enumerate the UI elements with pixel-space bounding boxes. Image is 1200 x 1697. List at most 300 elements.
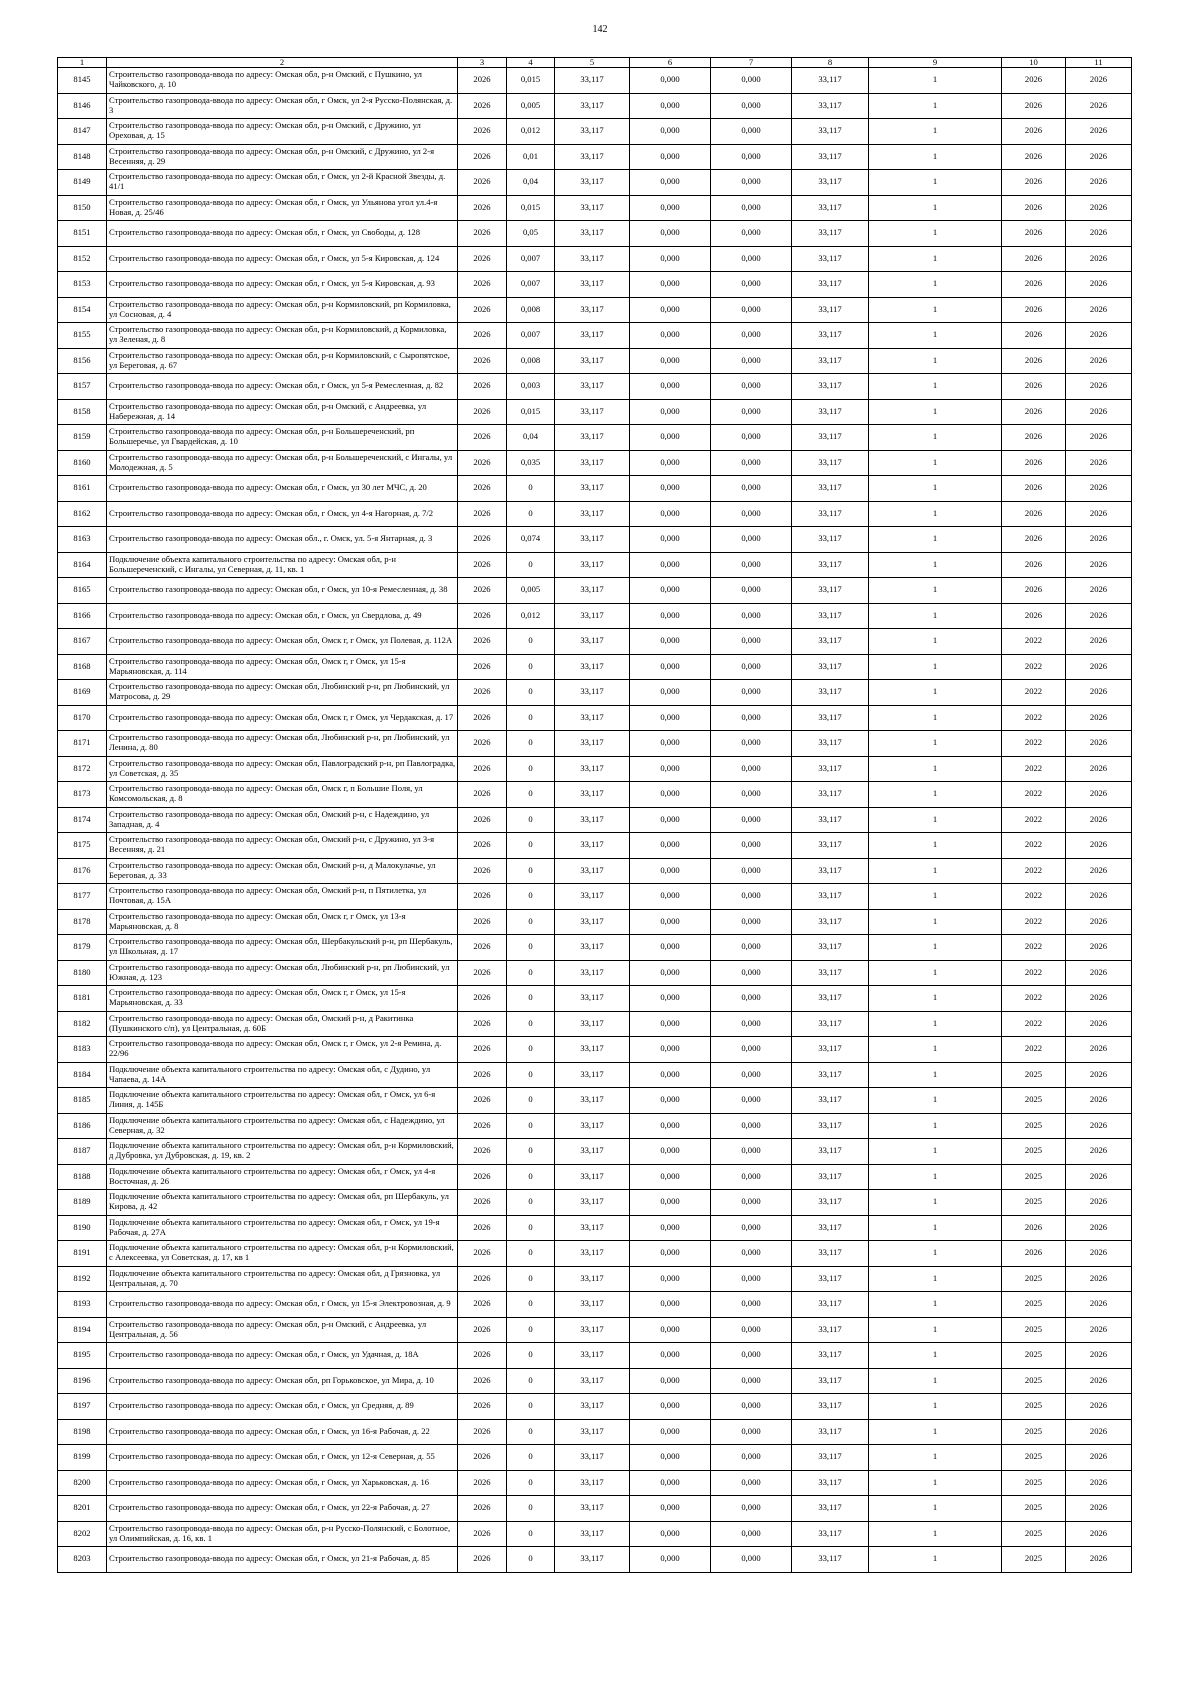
table-cell: 0 xyxy=(507,986,555,1012)
table-cell: 2026 xyxy=(1066,935,1132,961)
table-cell: 1 xyxy=(869,1190,1002,1216)
table-cell: 2026 xyxy=(1066,348,1132,374)
table-cell: 0,000 xyxy=(711,68,792,94)
table-cell: 33,117 xyxy=(792,1266,869,1292)
table-cell: 33,117 xyxy=(555,1547,630,1573)
table-cell: 0 xyxy=(507,680,555,706)
table-cell: 33,117 xyxy=(555,170,630,196)
table-cell: 2026 xyxy=(1066,1215,1132,1241)
table-cell: 1 xyxy=(869,221,1002,247)
table-cell-description: Строительство газопровода-ввода по адресу: Омская обл, Омский р-н, с Дружино, ул 3-я Весенняя, д. 21 xyxy=(107,833,458,859)
table-cell: 0,000 xyxy=(711,909,792,935)
table-cell: 8167 xyxy=(58,629,107,655)
table-cell: 33,117 xyxy=(792,960,869,986)
table-cell: 0,000 xyxy=(630,960,711,986)
table-cell: 0 xyxy=(507,1062,555,1088)
table-cell-description: Строительство газопровода-ввода по адресу: Омская обл, Омский р-н, п Пятилетка, ул Почтовая, д. 15А xyxy=(107,884,458,910)
table-row xyxy=(58,144,1132,170)
table-cell: 1 xyxy=(869,476,1002,502)
table-cell: 0,000 xyxy=(711,170,792,196)
table-cell: 0,000 xyxy=(630,986,711,1012)
table-cell: 2026 xyxy=(458,476,507,502)
table-cell: 0,007 xyxy=(507,323,555,349)
table-cell: 0,000 xyxy=(630,1547,711,1573)
table-cell: 0,000 xyxy=(630,1445,711,1471)
table-cell: 2026 xyxy=(1002,119,1066,145)
table-cell: 2026 xyxy=(458,807,507,833)
table-cell: 2026 xyxy=(1066,1241,1132,1267)
table-cell: 2026 xyxy=(1002,1241,1066,1267)
table-cell: 0,000 xyxy=(711,323,792,349)
table-cell: 8188 xyxy=(58,1164,107,1190)
table-cell: 0,000 xyxy=(630,833,711,859)
table-cell: 33,117 xyxy=(792,348,869,374)
table-cell: 2026 xyxy=(458,374,507,400)
table-cell: 0,000 xyxy=(630,272,711,298)
table-cell: 2026 xyxy=(458,680,507,706)
table-cell: 2026 xyxy=(1002,93,1066,119)
table-cell: 0,015 xyxy=(507,399,555,425)
table-cell: 0,000 xyxy=(711,93,792,119)
table-cell: 0,04 xyxy=(507,425,555,451)
table-cell: 2026 xyxy=(458,1113,507,1139)
table-cell: 2026 xyxy=(458,1496,507,1522)
table-cell: 2026 xyxy=(1066,1368,1132,1394)
table-cell: 1 xyxy=(869,884,1002,910)
table-cell: 33,117 xyxy=(792,246,869,272)
table-cell: 1 xyxy=(869,1445,1002,1471)
table-cell: 2026 xyxy=(1002,246,1066,272)
table-cell: 2025 xyxy=(1002,1343,1066,1369)
table-cell: 33,117 xyxy=(555,221,630,247)
table-cell: 33,117 xyxy=(792,1521,869,1547)
table-cell: 2025 xyxy=(1002,1292,1066,1318)
table-cell: 33,117 xyxy=(555,858,630,884)
table-cell: 0 xyxy=(507,1521,555,1547)
table-cell: 0 xyxy=(507,1419,555,1445)
table-cell: 8158 xyxy=(58,399,107,425)
table-row xyxy=(58,960,1132,986)
table-cell: 33,117 xyxy=(555,1011,630,1037)
table-cell: 1 xyxy=(869,348,1002,374)
table-row xyxy=(58,782,1132,808)
table-cell: 0,000 xyxy=(711,833,792,859)
table-cell: 1 xyxy=(869,986,1002,1012)
table-cell: 2025 xyxy=(1002,1062,1066,1088)
table-cell: 2026 xyxy=(458,756,507,782)
table-cell: 0,000 xyxy=(711,1547,792,1573)
table-row xyxy=(58,323,1132,349)
table-cell: 2026 xyxy=(1002,552,1066,578)
table-cell: 0,000 xyxy=(711,1470,792,1496)
table-cell: 2026 xyxy=(1002,195,1066,221)
table-cell: 0,000 xyxy=(630,1164,711,1190)
table-cell: 0 xyxy=(507,1190,555,1216)
table-cell: 33,117 xyxy=(555,374,630,400)
table-cell-description: Строительство газопровода-ввода по адресу: Омская обл, Омск г, п Большие Поля, ул Комсомольская, д. 8 xyxy=(107,782,458,808)
table-cell: 2026 xyxy=(458,1241,507,1267)
table-cell: 0,000 xyxy=(630,1266,711,1292)
table-cell: 33,117 xyxy=(555,1292,630,1318)
table-cell: 2026 xyxy=(458,119,507,145)
table-cell: 2022 xyxy=(1002,654,1066,680)
table-cell: 2026 xyxy=(1066,68,1132,94)
table-cell: 0,000 xyxy=(711,680,792,706)
table-cell: 0,000 xyxy=(711,578,792,604)
table-cell-description: Подключение объекта капитального строительства по адресу: Омская обл, д Грязновка, ул Центральная, д. 70 xyxy=(107,1266,458,1292)
table-cell: 0,000 xyxy=(630,246,711,272)
table-cell: 33,117 xyxy=(792,1011,869,1037)
table-cell: 33,117 xyxy=(792,195,869,221)
table-cell: 0,000 xyxy=(630,1419,711,1445)
table-row xyxy=(58,1292,1132,1318)
table-cell: 2026 xyxy=(458,1037,507,1063)
table-cell: 1 xyxy=(869,756,1002,782)
table-cell: 33,117 xyxy=(555,986,630,1012)
table-cell: 33,117 xyxy=(792,1292,869,1318)
table-cell: 0 xyxy=(507,1547,555,1573)
table-row xyxy=(58,986,1132,1012)
table-cell: 0,000 xyxy=(711,731,792,757)
table-cell: 2026 xyxy=(1066,323,1132,349)
table-cell: 0 xyxy=(507,1241,555,1267)
table-cell: 33,117 xyxy=(555,1215,630,1241)
table-cell: 2022 xyxy=(1002,833,1066,859)
table-row xyxy=(58,527,1132,553)
table-cell: 2026 xyxy=(1002,170,1066,196)
table-cell: 0,000 xyxy=(711,552,792,578)
table-cell: 0 xyxy=(507,705,555,731)
table-row xyxy=(58,374,1132,400)
table-cell: 33,117 xyxy=(555,1139,630,1165)
table-cell: 0,000 xyxy=(711,1368,792,1394)
table-cell: 0 xyxy=(507,884,555,910)
table-cell: 0,000 xyxy=(711,858,792,884)
table-cell: 2026 xyxy=(1002,450,1066,476)
table-cell: 0,000 xyxy=(630,1139,711,1165)
table-cell: 2022 xyxy=(1002,960,1066,986)
table-cell: 2026 xyxy=(1066,833,1132,859)
table-row xyxy=(58,1139,1132,1165)
table-cell: 2026 xyxy=(1066,501,1132,527)
table-cell: 2026 xyxy=(458,1368,507,1394)
table-cell: 0,000 xyxy=(630,680,711,706)
table-cell: 0,000 xyxy=(630,1215,711,1241)
table-cell: 8145 xyxy=(58,68,107,94)
table-cell-description: Подключение объекта капитального строительства по адресу: Омская обл, р-н Большереченский, с Ингалы, ул Северная, д. 11, кв. 1 xyxy=(107,552,458,578)
table-cell: 0,000 xyxy=(630,527,711,553)
table-cell: 8180 xyxy=(58,960,107,986)
table-cell: 2022 xyxy=(1002,680,1066,706)
table-cell: 33,117 xyxy=(555,960,630,986)
table-cell: 8194 xyxy=(58,1317,107,1343)
table-cell: 1 xyxy=(869,1292,1002,1318)
table-row xyxy=(58,1062,1132,1088)
table-cell: 33,117 xyxy=(792,119,869,145)
table-row xyxy=(58,1394,1132,1420)
table-cell: 33,117 xyxy=(792,501,869,527)
table-cell: 0,000 xyxy=(711,450,792,476)
table-cell: 33,117 xyxy=(555,552,630,578)
table-cell: 0,000 xyxy=(711,1419,792,1445)
table-cell: 0,000 xyxy=(630,450,711,476)
table-cell-description: Строительство газопровода-ввода по адресу: Омская обл, г Омск, ул Свободы, д. 128 xyxy=(107,221,458,247)
table-cell: 2026 xyxy=(1002,603,1066,629)
table-row xyxy=(58,221,1132,247)
table-cell: 2026 xyxy=(1066,1088,1132,1114)
table-cell: 33,117 xyxy=(792,629,869,655)
table-cell-description: Строительство газопровода-ввода по адресу: Омская обл, Павлоградский р-н, рп Павлоградка, ул Советская, д. 35 xyxy=(107,756,458,782)
table-cell: 0 xyxy=(507,629,555,655)
table-cell: 0 xyxy=(507,1317,555,1343)
table-cell: 33,117 xyxy=(555,476,630,502)
table-cell: 0 xyxy=(507,1215,555,1241)
table-cell: 2026 xyxy=(1066,425,1132,451)
table-cell: 1 xyxy=(869,782,1002,808)
table-cell: 33,117 xyxy=(555,756,630,782)
table-cell-description: Строительство газопровода-ввода по адресу: Омская обл, р-н Кормиловский, с Сыропятское, ул Береговая, д. 67 xyxy=(107,348,458,374)
table-cell: 33,117 xyxy=(555,501,630,527)
table-cell: 1 xyxy=(869,450,1002,476)
table-cell: 33,117 xyxy=(792,1241,869,1267)
table-cell: 2026 xyxy=(1066,884,1132,910)
table-cell: 1 xyxy=(869,1496,1002,1522)
table-cell-description: Строительство газопровода-ввода по адресу: Омская обл, г Омск, ул 30 лет МЧС, д. 20 xyxy=(107,476,458,502)
table-cell: 8177 xyxy=(58,884,107,910)
table-cell: 2025 xyxy=(1002,1317,1066,1343)
table-cell: 2026 xyxy=(458,629,507,655)
table-cell: 33,117 xyxy=(555,1037,630,1063)
table-cell: 1 xyxy=(869,425,1002,451)
table-cell: 0 xyxy=(507,1368,555,1394)
table-cell: 8202 xyxy=(58,1521,107,1547)
table-cell: 2026 xyxy=(458,731,507,757)
table-row xyxy=(58,833,1132,859)
table-cell: 0 xyxy=(507,1113,555,1139)
table-cell: 1 xyxy=(869,1215,1002,1241)
table-cell: 8189 xyxy=(58,1190,107,1216)
table-cell-description: Строительство газопровода-ввода по адресу: Омская обл., г. Омск, ул. 5-я Янтарная, д. 3 xyxy=(107,527,458,553)
table-cell: 33,117 xyxy=(555,603,630,629)
table-row xyxy=(58,1011,1132,1037)
table-cell: 0,012 xyxy=(507,119,555,145)
table-cell: 8164 xyxy=(58,552,107,578)
table-cell: 2026 xyxy=(458,1190,507,1216)
table-cell: 2026 xyxy=(1066,527,1132,553)
table-cell: 33,117 xyxy=(792,654,869,680)
table-cell: 0,000 xyxy=(630,935,711,961)
table-cell: 2026 xyxy=(1066,144,1132,170)
table-cell: 0,000 xyxy=(711,246,792,272)
table-cell: 2022 xyxy=(1002,705,1066,731)
table-cell-description: Строительство газопровода-ввода по адресу: Омская обл, р-н Омский, с Андреевка, ул Набережная, д. 14 xyxy=(107,399,458,425)
table-cell: 2026 xyxy=(1002,527,1066,553)
table-cell-description: Строительство газопровода-ввода по адресу: Омская обл, Шербакульский р-н, рп Шербакуль, ул Школьная, д. 17 xyxy=(107,935,458,961)
table-cell: 0,000 xyxy=(630,1190,711,1216)
table-cell: 0,000 xyxy=(711,1011,792,1037)
table-cell: 33,117 xyxy=(555,884,630,910)
table-cell: 1 xyxy=(869,1394,1002,1420)
table-cell: 33,117 xyxy=(555,1521,630,1547)
table-cell: 8185 xyxy=(58,1088,107,1114)
table-cell: 0,000 xyxy=(630,425,711,451)
table-cell: 1 xyxy=(869,1547,1002,1573)
table-cell: 8161 xyxy=(58,476,107,502)
table-cell: 0,074 xyxy=(507,527,555,553)
table-cell: 33,117 xyxy=(792,323,869,349)
table-cell: 33,117 xyxy=(555,782,630,808)
table-cell: 0,000 xyxy=(630,68,711,94)
table-cell: 0,000 xyxy=(630,782,711,808)
table-cell: 1 xyxy=(869,654,1002,680)
table-cell: 0 xyxy=(507,731,555,757)
table-cell-description: Строительство газопровода-ввода по адресу: Омская обл, г Омск, ул 5-я Кировская, д. 93 xyxy=(107,272,458,298)
table-cell: 2026 xyxy=(458,552,507,578)
table-cell: 33,117 xyxy=(555,909,630,935)
table-cell: 33,117 xyxy=(792,1419,869,1445)
table-cell: 0 xyxy=(507,1011,555,1037)
table-cell-description: Строительство газопровода-ввода по адресу: Омская обл, г Омск, ул 4-я Нагорная, д. 7/2 xyxy=(107,501,458,527)
table-cell-description: Строительство газопровода-ввода по адресу: Омская обл, г Омск, ул 15-я Электровозная, д. 9 xyxy=(107,1292,458,1318)
table-cell: 2026 xyxy=(458,705,507,731)
table-cell: 8181 xyxy=(58,986,107,1012)
table-cell: 0,000 xyxy=(711,960,792,986)
table-cell: 2026 xyxy=(458,986,507,1012)
table-cell: 8169 xyxy=(58,680,107,706)
table-cell: 0,000 xyxy=(630,603,711,629)
table-row xyxy=(58,93,1132,119)
table-cell: 1 xyxy=(869,1241,1002,1267)
table-cell: 0,000 xyxy=(711,705,792,731)
table-cell: 1 xyxy=(869,399,1002,425)
table-cell: 1 xyxy=(869,1470,1002,1496)
table-cell: 33,117 xyxy=(792,1139,869,1165)
table-cell: 33,117 xyxy=(792,476,869,502)
table-cell: 0,01 xyxy=(507,144,555,170)
table-cell-description: Строительство газопровода-ввода по адресу: Омская обл, Омск г, г Омск, ул 2-я Ремина, д. 22/96 xyxy=(107,1037,458,1063)
table-cell: 0,000 xyxy=(630,1343,711,1369)
table-cell: 2022 xyxy=(1002,782,1066,808)
table-cell: 33,117 xyxy=(555,1470,630,1496)
table-row xyxy=(58,246,1132,272)
table-row xyxy=(58,552,1132,578)
table-row xyxy=(58,1547,1132,1573)
table-cell: 8148 xyxy=(58,144,107,170)
table-cell: 0,000 xyxy=(711,1062,792,1088)
table-cell-description: Строительство газопровода-ввода по адресу: Омская обл, Омск г, г Омск, ул Чердакская, д. 17 xyxy=(107,705,458,731)
table-cell: 0,000 xyxy=(711,1088,792,1114)
table-cell: 33,117 xyxy=(555,705,630,731)
table-row xyxy=(58,170,1132,196)
table-cell: 33,117 xyxy=(792,986,869,1012)
table-cell-description: Строительство газопровода-ввода по адресу: Омская обл, г Омск, ул 5-я Ремесленная, д. 82 xyxy=(107,374,458,400)
table-cell: 33,117 xyxy=(555,144,630,170)
table-row xyxy=(58,425,1132,451)
table-cell: 0,000 xyxy=(711,476,792,502)
table-cell: 33,117 xyxy=(792,858,869,884)
table-cell: 33,117 xyxy=(555,578,630,604)
table-cell: 0,000 xyxy=(711,1445,792,1471)
table-cell: 0,000 xyxy=(630,348,711,374)
table-row xyxy=(58,731,1132,757)
table-cell-description: Подключение объекта капитального строительства по адресу: Омская обл, р-н Кормиловский, с Алексеевка, ул Советская, д. 17, кв 1 xyxy=(107,1241,458,1267)
table-cell: 0,000 xyxy=(711,195,792,221)
table-cell: 1 xyxy=(869,680,1002,706)
table-cell: 2026 xyxy=(1066,1139,1132,1165)
table-cell: 0,000 xyxy=(630,705,711,731)
table-cell: 2026 xyxy=(1066,731,1132,757)
table-cell: 0,000 xyxy=(630,297,711,323)
table-row xyxy=(58,272,1132,298)
table-cell: 0,000 xyxy=(630,1496,711,1522)
table-cell-description: Строительство газопровода-ввода по адресу: Омская обл, Омский р-н, д Ракитинка (Пушкинского с/п), ул Центральная, д. 60Б xyxy=(107,1011,458,1037)
table-cell: 33,117 xyxy=(555,450,630,476)
table-cell: 2026 xyxy=(458,1292,507,1318)
table-row xyxy=(58,680,1132,706)
table-cell-description: Строительство газопровода-ввода по адресу: Омская обл, Омский р-н, с Надеждино, ул Западная, д. 4 xyxy=(107,807,458,833)
table-cell: 8187 xyxy=(58,1139,107,1165)
table-cell: 1 xyxy=(869,603,1002,629)
table-cell: 8168 xyxy=(58,654,107,680)
table-cell: 2026 xyxy=(458,1062,507,1088)
table-cell: 33,117 xyxy=(792,884,869,910)
table-cell-description: Строительство газопровода-ввода по адресу: Омская обл, Любинский р-н, рп Любинский, ул Ленина, д. 80 xyxy=(107,731,458,757)
table-cell: 0,000 xyxy=(711,1215,792,1241)
table-cell: 8163 xyxy=(58,527,107,553)
table-cell: 0,000 xyxy=(711,1266,792,1292)
table-cell: 1 xyxy=(869,297,1002,323)
table-cell: 2026 xyxy=(458,1317,507,1343)
table-cell: 1 xyxy=(869,629,1002,655)
table-cell: 8171 xyxy=(58,731,107,757)
data-table xyxy=(57,57,1132,1573)
table-cell: 2026 xyxy=(458,935,507,961)
table-cell: 0,000 xyxy=(630,93,711,119)
table-cell: 2022 xyxy=(1002,756,1066,782)
table-cell: 8198 xyxy=(58,1419,107,1445)
table-cell: 0,000 xyxy=(711,756,792,782)
table-cell: 2026 xyxy=(1002,425,1066,451)
table-cell: 1 xyxy=(869,68,1002,94)
table-cell-description: Строительство газопровода-ввода по адресу: Омская обл, г Омск, ул 22-я Рабочая, д. 27 xyxy=(107,1496,458,1522)
table-cell: 2022 xyxy=(1002,935,1066,961)
table-cell: 0 xyxy=(507,1394,555,1420)
table-cell-description: Строительство газопровода-ввода по адресу: Омская обл, р-н Большереченский, рп Большеречье, ул Гвардейская, д. 10 xyxy=(107,425,458,451)
table-cell: 0,000 xyxy=(711,807,792,833)
table-cell: 33,117 xyxy=(792,1496,869,1522)
table-row xyxy=(58,858,1132,884)
table-cell: 0,000 xyxy=(711,629,792,655)
table-cell: 33,117 xyxy=(555,348,630,374)
table-cell: 2026 xyxy=(1066,1419,1132,1445)
table-row xyxy=(58,1496,1132,1522)
table-row xyxy=(58,1037,1132,1063)
table-cell-description: Строительство газопровода-ввода по адресу: Омская обл, Омск г, г Омск, ул 15-я Марьяновская, д. 114 xyxy=(107,654,458,680)
table-row xyxy=(58,1088,1132,1114)
table-cell: 0,000 xyxy=(711,348,792,374)
table-cell: 8182 xyxy=(58,1011,107,1037)
table-cell: 2026 xyxy=(1066,858,1132,884)
table-cell: 8159 xyxy=(58,425,107,451)
table-cell: 1 xyxy=(869,272,1002,298)
table-cell: 0,000 xyxy=(630,884,711,910)
table-cell: 2026 xyxy=(458,399,507,425)
table-cell: 8174 xyxy=(58,807,107,833)
table-cell: 2026 xyxy=(1002,272,1066,298)
table-row xyxy=(58,1190,1132,1216)
table-row xyxy=(58,909,1132,935)
table-cell: 8176 xyxy=(58,858,107,884)
